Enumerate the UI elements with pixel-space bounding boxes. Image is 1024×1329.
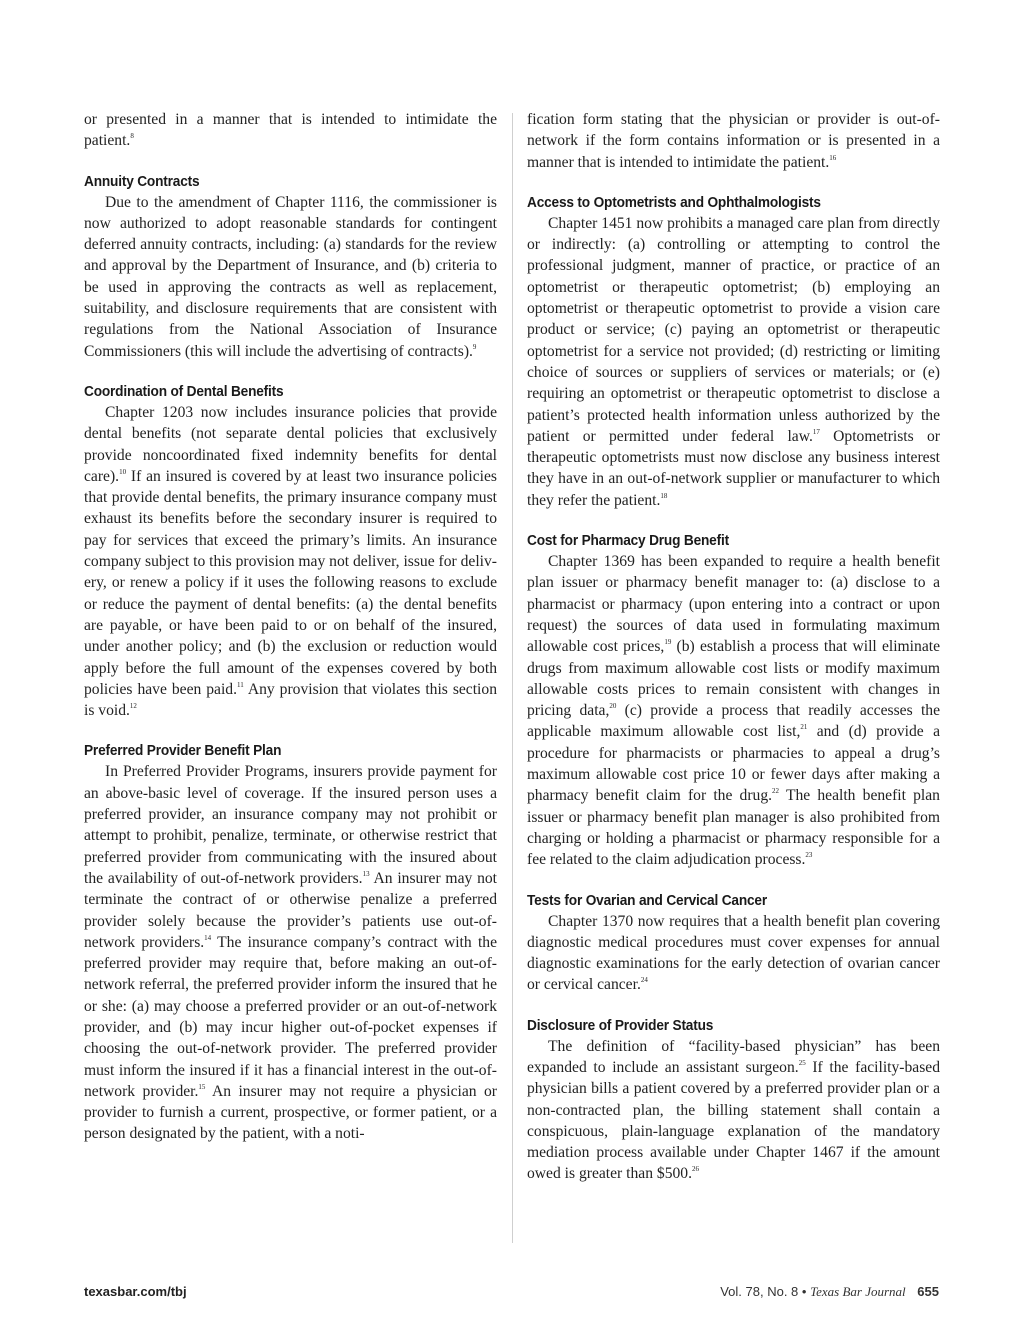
paragraph: Chapter 1369 has been expanded to require a health benefit plan issuer or pharmacy benefit manager to: (a) disclose to a pharmacist or pharmacy (upon entering into a contract or upon request) the sources of data used in formulating maximum allowable cost prices,$^{19}$ (b) establish a process that will eliminate drugs from maximum allowable cost lists or modify maximum allowable costs prices to remain consistent with changes in pricing data,$^{20}$ (c) provide a process that readily accesses the applicable maximum allowable cost list,$^{21}$ and (d) provide a procedure for pharmacists or pharmacies to appeal a drug’s maximum allowable cost price 10 or fewer days after making a pharmacy benefit claim for the drug.$^{22}$ The health benefit plan issuer or pharmacy benefit plan manager is also prohibited from charging or holding a pharmacist or pharmacy responsible for a fee related to the claim adjudication process.$^{23}$ bbox=[527, 553, 940, 869]
footer-site-link[interactable]: texasbar.com/tbj bbox=[84, 1284, 187, 1299]
paragraph: fication form stating that the physician or provider is out-of-network if the form contains information or is presented in a manner that is intended to intimidate the patient.$^{16}$ bbox=[527, 111, 940, 171]
volume-label: Vol. 78, No. 8 bbox=[720, 1284, 799, 1299]
journal-name: Texas Bar Journal bbox=[810, 1284, 906, 1299]
paragraph: Chapter 1203 now includes insurance policies that provide dental benefits (not separate dental policies that exclusively provide noncoordinated fixed indemnity benefits for dental care).$^{10}$ If an insured is covered by at least two insurance policies that provide dental benefits, the primary insurance company must exhaust its benefits before the secondary insurer is required to pay for services that exceed the primary’s limits. An insurance company subject to this provision may not deliver, issue for delivery, or renew a policy if it uses the following reasons to exclude or reduce the payment of dental benefits: (a) the dental benefits are payable, or have been paid to or on behalf of the insured, under another policy; and (b) the exclusion or reduction would apply before the full amount of the expenses covered by both policies have been paid.$^{11}$ Any provision that violates this section is void.$^{12}$ bbox=[84, 403, 497, 720]
page-number: 655 bbox=[917, 1284, 939, 1299]
paragraph: Chapter 1451 now prohibits a managed care plan from directly or indirectly: (a) controlling or attempting to control the professional judgment, manner of practice, or practice of an optometrist or therapeutic optometrist; (b) employing an optometrist or therapeutic optometrist to provide a vision care product or service; (c) paying an optometrist or therapeutic optometrist for a service not provided; (d) restricting or limiting choice of sources or suppliers of services or materials; or (e) requiring an optometrist or therapeutic optometrist to disclose a patient’s protected health information unless authorized by the patient or permitted under federal law.$^{17}$ Optometrists or therapeutic optometrists must now disclose any business interest they have in an out-of-network supplier or manufacturer to which they refer the patient.$^{18}$ bbox=[527, 214, 940, 509]
section-heading: Coordination of Dental Benefits bbox=[84, 382, 284, 400]
bullet: • bbox=[801, 1284, 807, 1299]
paragraph: or presented in a manner that is intended to intimidate the patient.$^8$ bbox=[84, 111, 497, 150]
section-heading: Annuity Contracts bbox=[84, 172, 200, 190]
section-heading: Tests for Ovarian and Cervical Cancer bbox=[527, 891, 767, 909]
right-column bbox=[527, 109, 940, 1185]
section-heading: Preferred Provider Benefit Plan bbox=[84, 742, 282, 760]
footer-issue-info bbox=[720, 1284, 939, 1300]
section-heading: Cost for Pharmacy Drug Benefit bbox=[527, 532, 729, 550]
section-heading: Disclosure of Provider Status bbox=[527, 1016, 714, 1034]
paragraph: Due to the amendment of Chapter 1116, the commissioner is now authorized to adopt reasonable standards for contingent deferred annuity contracts, including: (a) standards for the review and approval by the Department of Insurance, and (b) criteria to be used in approving the contracts as well as replacement, suitability, and disclosure requirements that are consistent with regulations from the National Association of Insurance Commissioners (this will include the advertising of contracts).$^9$ bbox=[84, 193, 497, 360]
paragraph: The definition of “facility-based physician” has been expanded to include an assistant surgeon.$^{25}$ If the facility-based physician bills a patient covered by a preferred provider plan or a non-contracted plan, the billing statement shall contain a conspicuous, plain-language explanation of the mandatory mediation process available under Chapter 1467 if the amount owed is greater than $500.26 bbox=[527, 1037, 940, 1183]
section-heading: Access to Optometrists and Ophthalmologists bbox=[527, 193, 821, 211]
left-column bbox=[84, 109, 497, 1145]
paragraph: In Preferred Provider Programs, insurers provide payment for an above-basic level of coverage. If the insured person uses a preferred provider, an insurance company may not prohibit or attempt to prohibit, penalize, terminate, or otherwise restrict that preferred provider from communicating with the insured about the availability of out-of-network providers.$^{13}$ An insurer may not terminate the contract of or otherwise penalize a preferred provider solely because the provider’s patients use out-of-network providers.$^{14}$ The insurance company’s contract with the preferred provider may require that, before making an out-of-network referral, the preferred provider inform the insured that he or she: (a) may choose a preferred provider or an out-of-network provider, and (b) may incur higher out-of-pocket expenses if choosing the out-of-network provider. The preferred provider must inform the insured if it has a financial interest in the out-of-network provider.$^{15}$ An insurer may not require a physician or provider to furnish a current, prospective, or former patient, or a person designated by the patient, with a noti- bbox=[84, 763, 497, 1143]
paragraph: Chapter 1370 now requires that a health benefit plan covering diagnostic medical procedures must cover expenses for annual diagnostic examinations for the early detection of ovarian cancer or cervical cancer.$^{24}$ bbox=[527, 912, 940, 994]
column-divider bbox=[512, 113, 513, 1243]
